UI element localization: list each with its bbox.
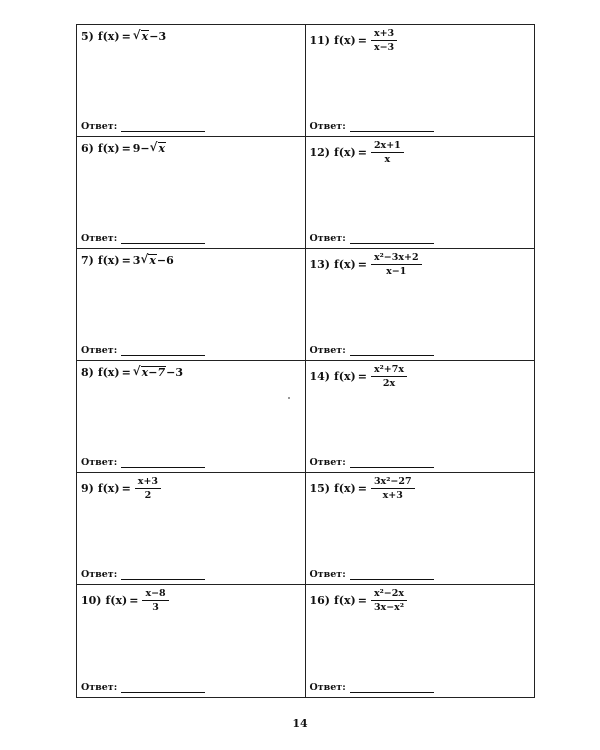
- answer-label: Ответ:: [309, 569, 346, 580]
- prefix: 3: [132, 254, 141, 267]
- exercise-number: 6): [81, 142, 94, 155]
- equals-sign: =: [129, 594, 139, 607]
- answer-label: Ответ:: [309, 345, 346, 356]
- exercise-cell-13: [306, 249, 535, 361]
- denominator: 3: [152, 602, 159, 613]
- exercise-cell-7: [77, 249, 306, 361]
- formula: [310, 364, 408, 389]
- answer-line[interactable]: [121, 347, 205, 356]
- suffix: −3: [149, 30, 167, 43]
- radicand: x: [141, 30, 149, 43]
- function-name: f(x): [97, 30, 120, 43]
- answer-row: [310, 121, 434, 132]
- formula: [310, 588, 408, 613]
- fraction: [371, 364, 407, 389]
- formula: [81, 588, 169, 613]
- fraction: [142, 588, 168, 613]
- formula: [81, 366, 183, 379]
- answer-row: [81, 569, 205, 580]
- suffix: −6: [156, 254, 174, 267]
- exercise-number: 5): [81, 30, 94, 43]
- answer-row: [310, 457, 434, 468]
- answer-row: [81, 457, 205, 468]
- radical-icon: √: [132, 364, 141, 378]
- suffix: −3: [166, 366, 183, 379]
- answer-line[interactable]: [121, 123, 205, 132]
- equals-sign: =: [121, 254, 131, 267]
- answer-line[interactable]: [350, 235, 434, 244]
- function-name: f(x): [334, 258, 356, 271]
- denominator: x+3: [382, 490, 403, 501]
- answer-line[interactable]: [121, 459, 205, 468]
- exercise-number: 11): [309, 34, 331, 47]
- function-name: f(x): [105, 594, 128, 607]
- numerator: x+3: [371, 28, 397, 41]
- exercise-number: 16): [309, 594, 331, 607]
- numerator: x²+7x: [371, 364, 407, 377]
- answer-label: Ответ:: [81, 121, 118, 132]
- function-name: f(x): [334, 146, 356, 159]
- equals-sign: =: [357, 34, 367, 47]
- equals-sign: =: [121, 366, 131, 379]
- square-root: [140, 254, 156, 267]
- answer-row: [310, 345, 434, 356]
- radicand: x: [158, 142, 166, 155]
- answer-row: [81, 682, 205, 693]
- equals-sign: =: [121, 482, 131, 495]
- formula: [310, 252, 422, 277]
- function-name: f(x): [97, 254, 120, 267]
- answer-line[interactable]: [350, 459, 434, 468]
- equals-sign: =: [357, 594, 367, 607]
- radicand: x: [149, 254, 156, 267]
- numerator: x−8: [142, 588, 168, 601]
- fraction: [371, 140, 404, 165]
- formula: [81, 142, 166, 155]
- answer-label: Ответ:: [309, 457, 346, 468]
- answer-row: [310, 682, 434, 693]
- answer-line[interactable]: [121, 684, 205, 693]
- exercise-cell-5: [77, 25, 306, 137]
- denominator: 2x: [382, 378, 396, 389]
- exercise-cell-16: [306, 585, 535, 697]
- exercise-number: 9): [81, 482, 94, 495]
- square-root: [133, 366, 166, 379]
- numerator: 2x+1: [371, 140, 404, 153]
- fraction: [371, 588, 407, 613]
- answer-line[interactable]: [350, 684, 434, 693]
- answer-row: [81, 345, 205, 356]
- function-name: f(x): [334, 34, 356, 47]
- answer-label: Ответ:: [81, 345, 118, 356]
- answer-label: Ответ:: [309, 121, 346, 132]
- answer-label: Ответ:: [81, 233, 118, 244]
- formula: [81, 30, 166, 43]
- equals-sign: =: [121, 142, 131, 155]
- numerator: x²−3x+2: [371, 252, 422, 265]
- answer-row: [310, 233, 434, 244]
- function-name: f(x): [334, 370, 356, 383]
- equals-sign: =: [357, 482, 367, 495]
- answer-line[interactable]: [121, 571, 205, 580]
- answer-row: [81, 233, 205, 244]
- answer-label: Ответ:: [309, 682, 346, 693]
- formula: [310, 140, 404, 165]
- answer-label: Ответ:: [309, 233, 346, 244]
- exercise-number: 10): [81, 594, 102, 607]
- answer-line[interactable]: [350, 123, 434, 132]
- denominator: x: [384, 154, 391, 165]
- function-name: f(x): [334, 482, 356, 495]
- equals-sign: =: [357, 258, 367, 271]
- denominator: x−3: [373, 42, 395, 53]
- function-name: f(x): [97, 366, 120, 379]
- formula: [310, 476, 415, 501]
- radicand: x−7: [141, 366, 166, 379]
- answer-row: [81, 121, 205, 132]
- exercise-number: 15): [309, 482, 331, 495]
- answer-line[interactable]: [350, 571, 434, 580]
- numerator: 3x²−27: [371, 476, 415, 489]
- exercise-number: 12): [309, 146, 331, 159]
- exercise-cell-10: [77, 585, 306, 697]
- exercise-grid: [76, 24, 535, 698]
- print-speck: [288, 397, 290, 399]
- denominator: 3x−x²: [373, 602, 404, 613]
- fraction: [371, 476, 415, 501]
- exercise-cell-6: [77, 137, 306, 249]
- fraction: [371, 28, 397, 53]
- exercise-number: 7): [81, 254, 94, 267]
- exercise-cell-8: [77, 361, 306, 473]
- formula: [81, 254, 174, 267]
- exercise-cell-15: [306, 473, 535, 585]
- prefix: 9−: [132, 142, 150, 155]
- radical-icon: √: [149, 140, 158, 154]
- numerator: x²−2x: [371, 588, 407, 601]
- exercise-number: 14): [309, 370, 331, 383]
- equals-sign: =: [357, 146, 367, 159]
- equals-sign: =: [357, 370, 367, 383]
- fraction: [135, 476, 161, 501]
- function-name: f(x): [97, 142, 120, 155]
- radical-icon: √: [140, 252, 149, 266]
- exercise-number: 8): [81, 366, 94, 379]
- exercise-cell-14: [306, 361, 535, 473]
- answer-label: Ответ:: [81, 682, 118, 693]
- fraction: [371, 252, 422, 277]
- answer-line[interactable]: [121, 235, 205, 244]
- page-number: 14: [292, 717, 308, 730]
- answer-label: Ответ:: [81, 457, 118, 468]
- numerator: x+3: [135, 476, 161, 489]
- radical-icon: √: [132, 28, 141, 42]
- denominator: 2: [144, 490, 152, 501]
- exercise-number: 13): [309, 258, 331, 271]
- exercise-cell-9: [77, 473, 306, 585]
- exercise-cell-11: [306, 25, 535, 137]
- exercise-cell-12: [306, 137, 535, 249]
- function-name: f(x): [97, 482, 120, 495]
- square-root: [133, 30, 149, 43]
- answer-line[interactable]: [350, 347, 434, 356]
- formula: [310, 28, 398, 53]
- function-name: f(x): [334, 594, 356, 607]
- answer-label: Ответ:: [81, 569, 118, 580]
- denominator: x−1: [386, 266, 407, 277]
- square-root: [150, 142, 166, 155]
- equals-sign: =: [121, 30, 131, 43]
- answer-row: [310, 569, 434, 580]
- formula: [81, 476, 161, 501]
